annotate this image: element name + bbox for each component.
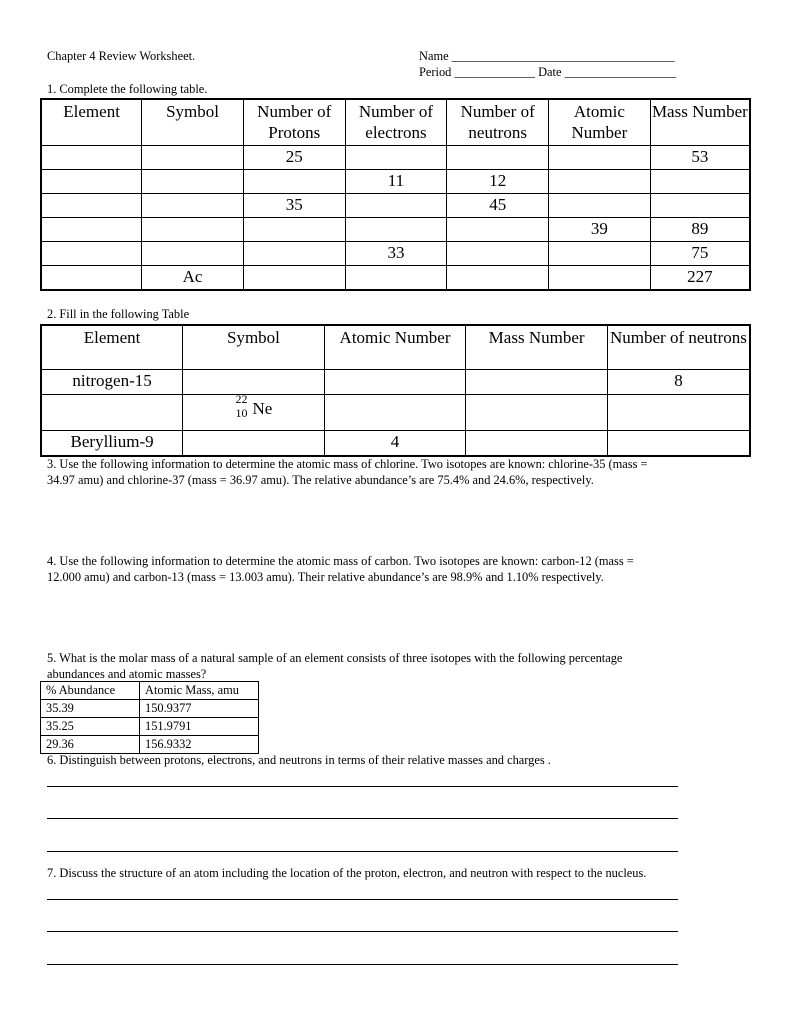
- q1-cell: 25: [243, 146, 345, 170]
- table-row: [41, 370, 750, 395]
- q1-cell[interactable]: [447, 242, 549, 266]
- q1-cell[interactable]: [650, 194, 750, 218]
- q5-isotope-table: [40, 681, 259, 754]
- table-row: [41, 146, 750, 170]
- q5-header-cell: Atomic Mass, amu: [140, 682, 259, 700]
- q5-text-line1: 5. What is the molar mass of a natural sample of an element consists of three isotopes with the following percentage: [47, 651, 623, 665]
- q2-cell[interactable]: [183, 431, 325, 457]
- q5-cell: 29.36: [41, 736, 140, 754]
- table-row: [41, 170, 750, 194]
- q5-header-row: [41, 682, 259, 700]
- q1-cell[interactable]: [142, 194, 244, 218]
- q1-cell: 39: [549, 218, 651, 242]
- q1-header-cell: Atomic Number: [549, 99, 651, 146]
- q1-cell[interactable]: [549, 242, 651, 266]
- q1-cell[interactable]: [549, 170, 651, 194]
- q2-cell: 8: [607, 370, 750, 395]
- answer-line[interactable]: [47, 964, 678, 965]
- q1-cell[interactable]: [142, 170, 244, 194]
- q2-cell[interactable]: [466, 395, 608, 431]
- q1-cell: Ac: [142, 266, 244, 291]
- q5-cell: 35.25: [41, 718, 140, 736]
- table-row: [41, 431, 750, 457]
- q1-cell[interactable]: [447, 218, 549, 242]
- answer-line[interactable]: [47, 786, 678, 787]
- q5-cell: 150.9377: [140, 700, 259, 718]
- q1-header-row: [41, 99, 750, 146]
- q1-cell[interactable]: [650, 170, 750, 194]
- q2-cell: Beryllium-9: [41, 431, 183, 457]
- q2-table: [40, 324, 751, 457]
- q1-cell[interactable]: [345, 146, 447, 170]
- q1-cell[interactable]: [447, 266, 549, 291]
- q2-cell[interactable]: [466, 431, 608, 457]
- table-row: [41, 700, 259, 718]
- q1-header-cell: Number of neutrons: [447, 99, 549, 146]
- table-row: [41, 242, 750, 266]
- q2-cell[interactable]: [607, 395, 750, 431]
- q1-cell: 75: [650, 242, 750, 266]
- isotope-atomic-number: 10: [235, 406, 248, 420]
- q1-cell: 227: [650, 266, 750, 291]
- table-row: [41, 218, 750, 242]
- q1-cell[interactable]: [345, 218, 447, 242]
- q1-cell[interactable]: [142, 146, 244, 170]
- q2-header-cell: Element: [41, 325, 183, 370]
- q1-cell[interactable]: [142, 242, 244, 266]
- q1-cell[interactable]: [243, 170, 345, 194]
- q1-header-cell: Symbol: [142, 99, 244, 146]
- isotope-mass-number: 22: [235, 392, 248, 406]
- q2-cell[interactable]: [41, 395, 183, 431]
- answer-line[interactable]: [47, 818, 678, 819]
- isotope-element-symbol: Ne: [252, 399, 273, 418]
- q1-cell[interactable]: [243, 266, 345, 291]
- q5-cell: 156.9332: [140, 736, 259, 754]
- q2-cell[interactable]: [183, 370, 325, 395]
- q1-cell[interactable]: [345, 194, 447, 218]
- answer-line[interactable]: [47, 899, 678, 900]
- q1-cell[interactable]: [549, 194, 651, 218]
- q1-cell: 45: [447, 194, 549, 218]
- q2-header-cell: Mass Number: [466, 325, 608, 370]
- q1-header-cell: Element: [41, 99, 142, 146]
- q1-cell: 33: [345, 242, 447, 266]
- q5-text-line2: abundances and atomic masses?: [47, 667, 207, 681]
- q2-header-row: [41, 325, 750, 370]
- q3-text-line1: 3. Use the following information to determine the atomic mass of chlorine. Two isotopes are known: chlorine-35 (mass =: [47, 457, 648, 471]
- q5-header-cell: % Abundance: [41, 682, 140, 700]
- q6-prompt: 6. Distinguish between protons, electrons, and neutrons in terms of their relative masses and charges .: [47, 753, 551, 767]
- q1-cell[interactable]: [41, 194, 142, 218]
- table-row: [41, 736, 259, 754]
- q2-cell[interactable]: [466, 370, 608, 395]
- q1-cell[interactable]: [549, 146, 651, 170]
- q2-prompt: 2. Fill in the following Table: [47, 307, 190, 321]
- q1-cell[interactable]: [345, 266, 447, 291]
- q1-cell[interactable]: [549, 266, 651, 291]
- name-field[interactable]: Name ____________________________________: [419, 49, 675, 63]
- q2-header-cell: Atomic Number: [324, 325, 466, 370]
- worksheet-title: Chapter 4 Review Worksheet.: [47, 49, 196, 63]
- q2-cell: 4: [324, 431, 466, 457]
- q1-cell[interactable]: [41, 170, 142, 194]
- q5-cell: 35.39: [41, 700, 140, 718]
- q1-cell: 11: [345, 170, 447, 194]
- q1-prompt: 1. Complete the following table.: [47, 82, 208, 96]
- q4-text-line1: 4. Use the following information to determine the atomic mass of carbon. Two isotopes are known: carbon-12 (mass =: [47, 554, 634, 568]
- q1-cell[interactable]: [41, 242, 142, 266]
- q1-header-cell: Number of Protons: [243, 99, 345, 146]
- q2-symbol-cell: [183, 392, 325, 431]
- q1-cell: 53: [650, 146, 750, 170]
- isotope-symbol: [231, 392, 275, 425]
- q5-cell: 151.9791: [140, 718, 259, 736]
- q2-header-cell: Number of neutrons: [607, 325, 750, 370]
- q1-cell[interactable]: [447, 146, 549, 170]
- q2-cell[interactable]: [607, 431, 750, 457]
- q2-cell[interactable]: [324, 370, 466, 395]
- q4-text-line2: 12.000 amu) and carbon-13 (mass = 13.003 amu). Their relative abundance’s are 98.9% and 1.10% respectively.: [47, 570, 604, 584]
- q2-cell: nitrogen-15: [41, 370, 183, 395]
- q1-header-cell: Number of electrons: [345, 99, 447, 146]
- q1-header-cell: Mass Number: [650, 99, 750, 146]
- q1-cell: 89: [650, 218, 750, 242]
- q3-text-line2: 34.97 amu) and chlorine-37 (mass = 36.97 amu). The relative abundance’s are 75.4% and 24.6%, respectively.: [47, 473, 594, 487]
- table-row: [41, 194, 750, 218]
- table-row: [41, 266, 750, 291]
- q1-cell: 12: [447, 170, 549, 194]
- table-row: [41, 718, 259, 736]
- q1-cell[interactable]: [41, 146, 142, 170]
- table-row: [41, 395, 750, 431]
- period-date-field[interactable]: Period _____________ Date __________________: [419, 65, 677, 79]
- q1-cell[interactable]: [243, 218, 345, 242]
- answer-line[interactable]: [47, 931, 678, 932]
- q1-cell[interactable]: [41, 218, 142, 242]
- q1-cell: 35: [243, 194, 345, 218]
- q1-cell[interactable]: [243, 242, 345, 266]
- q1-cell[interactable]: [41, 266, 142, 291]
- q1-table: [40, 98, 751, 291]
- q2-cell[interactable]: [324, 395, 466, 431]
- q1-cell[interactable]: [142, 218, 244, 242]
- q2-header-cell: Symbol: [183, 325, 325, 370]
- q7-prompt: 7. Discuss the structure of an atom including the location of the proton, electron, and neutron with respect to the nucleus.: [47, 866, 647, 880]
- answer-line[interactable]: [47, 851, 678, 852]
